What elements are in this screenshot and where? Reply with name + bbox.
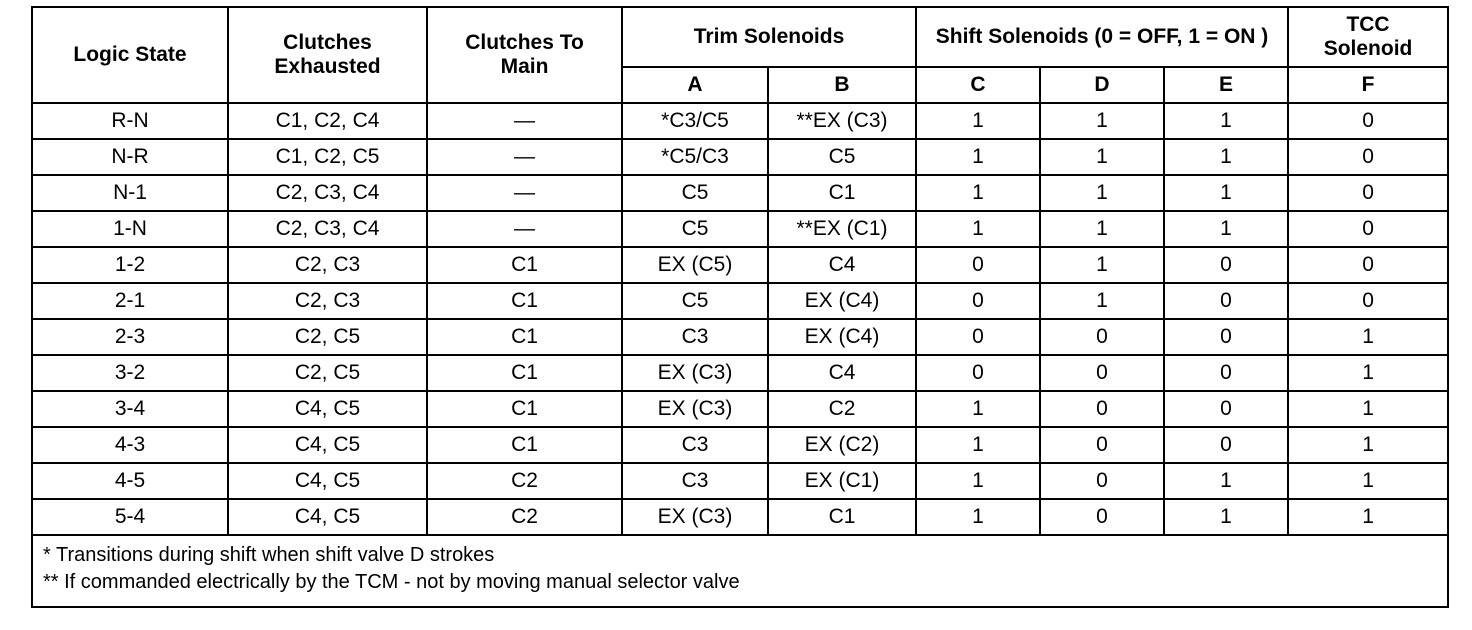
- cell-shift-d: 1: [1040, 247, 1164, 283]
- header-logic-state: Logic State: [32, 7, 228, 103]
- cell-trim-a: C3: [622, 319, 768, 355]
- header-shift-solenoids: Shift Solenoids (0 = OFF, 1 = ON ): [916, 7, 1288, 67]
- cell-clutches-to-main: C1: [427, 391, 622, 427]
- cell-shift-c: 0: [916, 283, 1040, 319]
- cell-trim-b: C4: [768, 355, 916, 391]
- cell-shift-c: 1: [916, 175, 1040, 211]
- cell-clutches-to-main: C1: [427, 427, 622, 463]
- cell-shift-e: 0: [1164, 283, 1288, 319]
- cell-trim-a: *C3/C5: [622, 103, 768, 139]
- header-trim-solenoids: Trim Solenoids: [622, 7, 916, 67]
- cell-shift-e: 0: [1164, 391, 1288, 427]
- cell-clutches-to-main: —: [427, 103, 622, 139]
- cell-shift-d: 0: [1040, 319, 1164, 355]
- table-row: [32, 283, 1448, 319]
- header-sub-f: F: [1288, 67, 1448, 103]
- cell-trim-b: **EX (C1): [768, 211, 916, 247]
- cell-clutches-exhausted: C2, C3, C4: [228, 175, 427, 211]
- cell-shift-d: 1: [1040, 139, 1164, 175]
- cell-clutches-to-main: C1: [427, 283, 622, 319]
- cell-shift-d: 0: [1040, 427, 1164, 463]
- cell-trim-a: EX (C5): [622, 247, 768, 283]
- cell-shift-d: 1: [1040, 211, 1164, 247]
- header-sub-a: A: [622, 67, 768, 103]
- cell-shift-d: 1: [1040, 283, 1164, 319]
- solenoid-logic-table: [31, 6, 1449, 608]
- cell-trim-b: EX (C2): [768, 427, 916, 463]
- header-sub-d: D: [1040, 67, 1164, 103]
- cell-clutches-exhausted: C2, C5: [228, 319, 427, 355]
- cell-shift-e: 1: [1164, 463, 1288, 499]
- cell-shift-e: 0: [1164, 355, 1288, 391]
- cell-clutches-exhausted: C1, C2, C4: [228, 103, 427, 139]
- cell-trim-b: C1: [768, 499, 916, 535]
- cell-logic-state: 4-5: [32, 463, 228, 499]
- table-body: [32, 103, 1448, 535]
- cell-clutches-to-main: —: [427, 175, 622, 211]
- cell-trim-b: C5: [768, 139, 916, 175]
- cell-trim-a: EX (C3): [622, 499, 768, 535]
- cell-shift-c: 1: [916, 391, 1040, 427]
- cell-trim-b: EX (C4): [768, 283, 916, 319]
- cell-logic-state: 5-4: [32, 499, 228, 535]
- table-row: [32, 211, 1448, 247]
- cell-trim-b: **EX (C3): [768, 103, 916, 139]
- table-row: [32, 319, 1448, 355]
- cell-tcc-f: 1: [1288, 463, 1448, 499]
- cell-shift-e: 1: [1164, 499, 1288, 535]
- cell-shift-e: 0: [1164, 319, 1288, 355]
- cell-clutches-to-main: —: [427, 139, 622, 175]
- cell-tcc-f: 0: [1288, 103, 1448, 139]
- cell-trim-b: C1: [768, 175, 916, 211]
- table-row: [32, 139, 1448, 175]
- table-row: [32, 103, 1448, 139]
- header-sub-b: B: [768, 67, 916, 103]
- cell-shift-e: 1: [1164, 103, 1288, 139]
- header-clutches-exhausted: Clutches Exhausted: [228, 7, 427, 103]
- cell-tcc-f: 1: [1288, 499, 1448, 535]
- cell-shift-e: 1: [1164, 139, 1288, 175]
- cell-trim-b: C4: [768, 247, 916, 283]
- cell-trim-a: C3: [622, 427, 768, 463]
- header-clutches-to-main: Clutches To Main: [427, 7, 622, 103]
- cell-clutches-to-main: C1: [427, 247, 622, 283]
- cell-shift-c: 0: [916, 355, 1040, 391]
- cell-logic-state: N-R: [32, 139, 228, 175]
- cell-tcc-f: 0: [1288, 175, 1448, 211]
- table-footer: [32, 535, 1448, 607]
- cell-shift-d: 0: [1040, 391, 1164, 427]
- cell-tcc-f: 1: [1288, 355, 1448, 391]
- cell-clutches-exhausted: C4, C5: [228, 499, 427, 535]
- cell-shift-d: 0: [1040, 463, 1164, 499]
- cell-tcc-f: 1: [1288, 391, 1448, 427]
- cell-trim-a: C5: [622, 175, 768, 211]
- table-row: [32, 499, 1448, 535]
- header-tcc-solenoid: TCC Solenoid: [1288, 7, 1448, 67]
- cell-clutches-to-main: C2: [427, 463, 622, 499]
- table-row: [32, 247, 1448, 283]
- table-row: [32, 463, 1448, 499]
- cell-tcc-f: 0: [1288, 283, 1448, 319]
- cell-tcc-f: 0: [1288, 247, 1448, 283]
- cell-shift-d: 0: [1040, 355, 1164, 391]
- footnote-single-asterisk: * Transitions during shift when shift valve D strokes: [43, 544, 495, 566]
- cell-shift-e: 0: [1164, 247, 1288, 283]
- cell-shift-c: 1: [916, 103, 1040, 139]
- cell-shift-e: 0: [1164, 427, 1288, 463]
- cell-shift-c: 0: [916, 247, 1040, 283]
- cell-clutches-exhausted: C2, C5: [228, 355, 427, 391]
- cell-logic-state: 4-3: [32, 427, 228, 463]
- table-row: [32, 391, 1448, 427]
- cell-shift-d: 1: [1040, 103, 1164, 139]
- cell-logic-state: R-N: [32, 103, 228, 139]
- cell-clutches-to-main: C1: [427, 355, 622, 391]
- footnotes-cell: [32, 535, 1448, 607]
- footnote-double-asterisk: ** If commanded electrically by the TCM - not by moving manual selector valve: [43, 571, 740, 593]
- cell-clutches-exhausted: C2, C3: [228, 247, 427, 283]
- cell-clutches-exhausted: C1, C2, C5: [228, 139, 427, 175]
- header-sub-c: C: [916, 67, 1040, 103]
- cell-logic-state: 3-4: [32, 391, 228, 427]
- cell-logic-state: N-1: [32, 175, 228, 211]
- cell-trim-a: C3: [622, 463, 768, 499]
- cell-clutches-to-main: C2: [427, 499, 622, 535]
- cell-trim-b: C2: [768, 391, 916, 427]
- cell-logic-state: 1-N: [32, 211, 228, 247]
- cell-shift-c: 1: [916, 499, 1040, 535]
- solenoid-logic-table-container: [31, 6, 1447, 608]
- cell-logic-state: 3-2: [32, 355, 228, 391]
- cell-clutches-exhausted: C4, C5: [228, 427, 427, 463]
- cell-clutches-exhausted: C2, C3: [228, 283, 427, 319]
- cell-shift-c: 1: [916, 211, 1040, 247]
- cell-trim-b: EX (C1): [768, 463, 916, 499]
- cell-shift-c: 0: [916, 319, 1040, 355]
- cell-tcc-f: 0: [1288, 211, 1448, 247]
- cell-logic-state: 2-3: [32, 319, 228, 355]
- cell-clutches-exhausted: C2, C3, C4: [228, 211, 427, 247]
- table-header: [32, 7, 1448, 103]
- cell-clutches-to-main: —: [427, 211, 622, 247]
- cell-shift-c: 1: [916, 139, 1040, 175]
- cell-trim-a: EX (C3): [622, 355, 768, 391]
- cell-trim-b: EX (C4): [768, 319, 916, 355]
- cell-trim-a: C5: [622, 283, 768, 319]
- cell-tcc-f: 1: [1288, 319, 1448, 355]
- cell-shift-e: 1: [1164, 211, 1288, 247]
- cell-shift-e: 1: [1164, 175, 1288, 211]
- cell-tcc-f: 0: [1288, 139, 1448, 175]
- cell-shift-d: 1: [1040, 175, 1164, 211]
- table-row: [32, 355, 1448, 391]
- cell-clutches-exhausted: C4, C5: [228, 463, 427, 499]
- cell-logic-state: 1-2: [32, 247, 228, 283]
- table-row: [32, 175, 1448, 211]
- cell-logic-state: 2-1: [32, 283, 228, 319]
- header-sub-e: E: [1164, 67, 1288, 103]
- table-row: [32, 427, 1448, 463]
- cell-shift-d: 0: [1040, 499, 1164, 535]
- footnote-row: [32, 535, 1448, 607]
- cell-trim-a: EX (C3): [622, 391, 768, 427]
- cell-trim-a: *C5/C3: [622, 139, 768, 175]
- header-row-top: [32, 7, 1448, 67]
- cell-clutches-exhausted: C4, C5: [228, 391, 427, 427]
- cell-tcc-f: 1: [1288, 427, 1448, 463]
- cell-trim-a: C5: [622, 211, 768, 247]
- cell-shift-c: 1: [916, 463, 1040, 499]
- cell-shift-c: 1: [916, 427, 1040, 463]
- cell-clutches-to-main: C1: [427, 319, 622, 355]
